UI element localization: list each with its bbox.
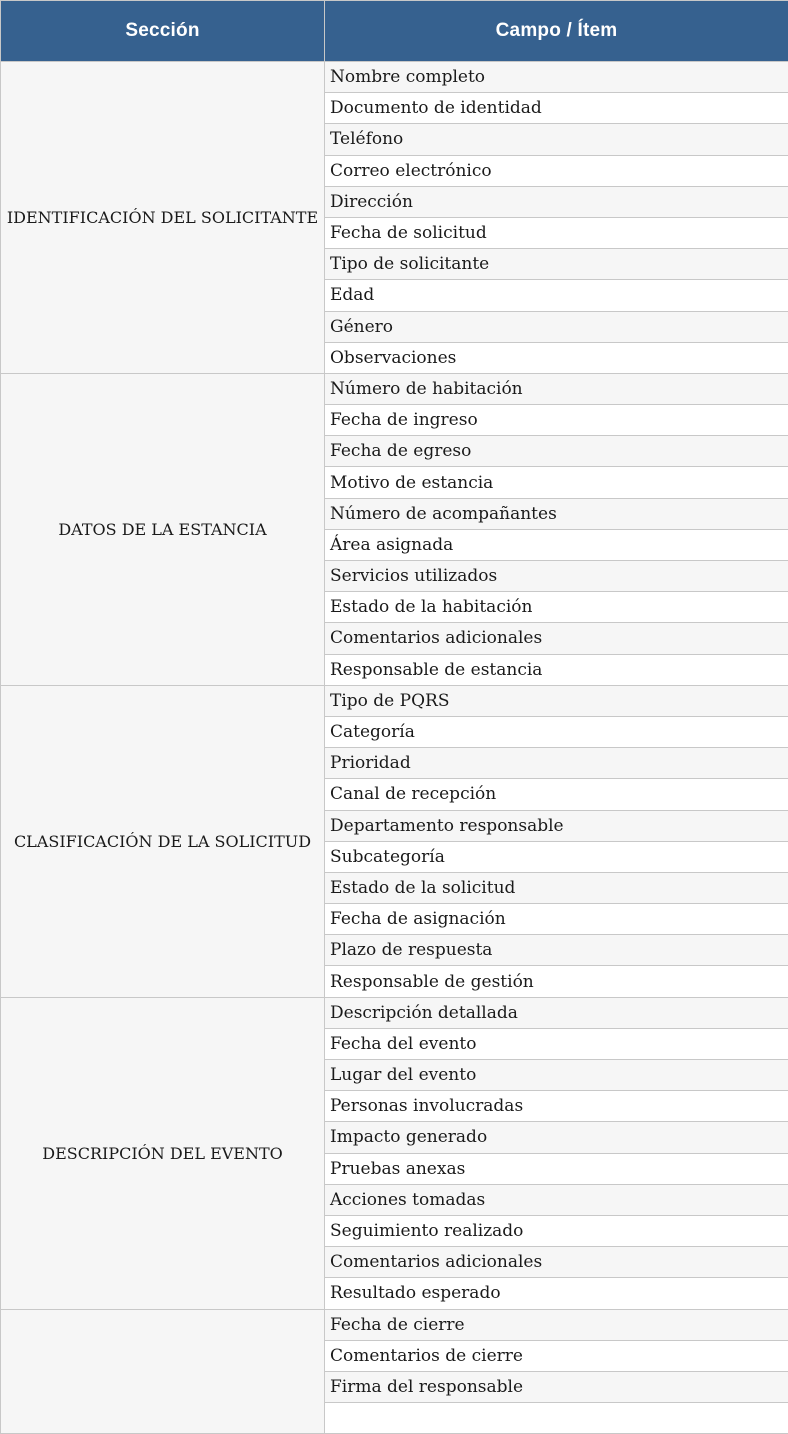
field-cell: Nombre completo [325, 62, 788, 93]
field-cell: Estado de la habitación [325, 592, 788, 623]
field-cell: Estado de la solicitud [325, 872, 788, 903]
field-cell: Dirección [325, 186, 788, 217]
field-cell: Edad [325, 280, 788, 311]
header-row [1, 1, 788, 62]
field-cell-empty [325, 1403, 788, 1434]
column-header-seccion: Sección [1, 1, 325, 62]
field-cell: Prioridad [325, 748, 788, 779]
field-cell: Documento de identidad [325, 93, 788, 124]
section-cell-1: IDENTIFICACIÓN DEL SOLICITANTE [1, 62, 325, 374]
field-cell: Personas involucradas [325, 1091, 788, 1122]
section-cell-2: DATOS DE LA ESTANCIA [1, 373, 325, 685]
field-cell: Fecha de ingreso [325, 405, 788, 436]
table-header [1, 1, 788, 62]
field-cell: Seguimiento realizado [325, 1215, 788, 1246]
column-header-campo-item: Campo / Ítem [325, 1, 788, 62]
field-cell: Fecha de cierre [325, 1309, 788, 1340]
field-cell: Categoría [325, 716, 788, 747]
field-cell: Responsable de estancia [325, 654, 788, 685]
field-cell: Pruebas anexas [325, 1153, 788, 1184]
field-cell: Servicios utilizados [325, 561, 788, 592]
table-row [1, 373, 788, 404]
field-cell: Plazo de respuesta [325, 935, 788, 966]
section-cell-5 [1, 1309, 325, 1434]
field-cell: Responsable de gestión [325, 966, 788, 997]
field-cell: Área asignada [325, 529, 788, 560]
field-cell: Fecha de solicitud [325, 217, 788, 248]
field-cell: Número de habitación [325, 373, 788, 404]
field-cell: Teléfono [325, 124, 788, 155]
field-cell: Fecha de egreso [325, 436, 788, 467]
field-cell: Correo electrónico [325, 155, 788, 186]
field-cell: Comentarios de cierre [325, 1340, 788, 1371]
field-cell: Número de acompañantes [325, 498, 788, 529]
table-body [1, 62, 788, 1434]
field-cell: Subcategoría [325, 841, 788, 872]
table-row [1, 62, 788, 93]
field-cell: Comentarios adicionales [325, 623, 788, 654]
field-cell: Descripción detallada [325, 997, 788, 1028]
field-cell: Firma del responsable [325, 1371, 788, 1402]
field-cell: Motivo de estancia [325, 467, 788, 498]
field-cell: Observaciones [325, 342, 788, 373]
table-row [1, 1309, 788, 1340]
field-cell: Lugar del evento [325, 1060, 788, 1091]
field-cell: Canal de recepción [325, 779, 788, 810]
field-cell: Género [325, 311, 788, 342]
field-cell: Impacto generado [325, 1122, 788, 1153]
field-cell: Resultado esperado [325, 1278, 788, 1309]
field-cell: Acciones tomadas [325, 1184, 788, 1215]
field-cell: Tipo de PQRS [325, 685, 788, 716]
section-cell-4: DESCRIPCIÓN DEL EVENTO [1, 997, 325, 1309]
table-row [1, 997, 788, 1028]
section-cell-3: CLASIFICACIÓN DE LA SOLICITUD [1, 685, 325, 997]
field-cell: Fecha del evento [325, 1028, 788, 1059]
field-cell: Comentarios adicionales [325, 1247, 788, 1278]
field-cell: Tipo de solicitante [325, 249, 788, 280]
field-cell: Fecha de asignación [325, 904, 788, 935]
field-cell: Departamento responsable [325, 810, 788, 841]
table-row [1, 685, 788, 716]
